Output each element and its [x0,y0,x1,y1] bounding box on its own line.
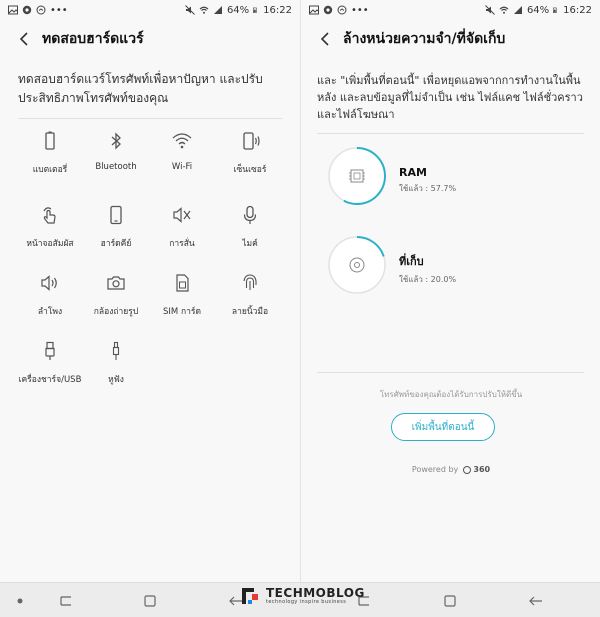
speaker-icon [39,272,61,294]
tile-label: ลายนิ้วมือ [231,307,269,317]
tile-label: ฮาร์ดคีย์ [100,239,132,249]
dot-icon [16,597,24,605]
vibration-icon [171,204,193,226]
powered-by-brand: 360 [473,465,491,474]
chevron-left-icon [319,32,331,46]
home-icon [143,594,157,608]
hard-key-icon [105,204,127,226]
left-recents-button[interactable] [56,591,76,611]
watermark-brand: TECHMOBLOG [266,586,365,600]
powered-by-label: Powered by [411,465,459,474]
tile-label: เครื่องชาร์จ/USB [18,375,82,385]
tile-label: Bluetooth [95,162,137,172]
tile-label: ลำโพง [37,307,63,317]
back-button[interactable] [311,25,339,53]
gallery-notification-icon [309,5,319,15]
tile-label: หน้าจอสัมผัส [26,239,74,249]
signal-icon [513,5,523,15]
bluetooth-icon [105,130,127,152]
techmoblog-watermark [238,584,365,608]
tile-bluetooth[interactable] [80,130,152,190]
page-description: ทดสอบฮาร์ดแวร์โทรศัพท์เพื่อหาปัญหา และปรับประสิทธิภาพโทรศัพท์ของคุณ [18,72,263,105]
wifi-status-icon [499,5,509,15]
page-title: ล้างหน่วยความจำ/ที่จัดเก็บ [343,31,506,47]
left-home-button[interactable] [140,591,160,611]
status-bar [301,0,600,20]
tile-label: แบตเตอรี่ [32,165,68,175]
ram-label: RAM [399,166,427,179]
messenger-notification-icon [337,5,347,15]
brand-logo-icon [463,466,471,474]
tile-label: ไมค์ [242,239,258,249]
tile-earphone[interactable] [80,340,152,400]
ram-info [399,166,456,195]
recents-icon [58,595,74,607]
tile-label: Wi-Fi [171,162,193,172]
memory-storage-cleaner-screen [300,0,600,582]
mute-icon [485,5,495,15]
chevron-left-icon [18,32,30,46]
free-up-space-button[interactable]: เพิ่มพื้นที่ตอนนี้ [391,413,495,441]
fingerprint-icon [239,272,261,294]
hardware-test-screen [0,0,300,582]
clock: 16:22 [563,4,592,16]
microphone-icon [239,204,261,226]
tile-label: เซ็นเซอร์ [233,165,267,175]
powered-by [301,465,600,474]
battery-status-icon [253,5,259,15]
gallery-notification-icon [8,5,18,15]
touchscreen-icon [39,204,61,226]
tile-vibration[interactable] [146,204,218,264]
app-notification-icon [22,5,32,15]
ram-used-text: ใช้แล้ว : 57.7% [399,184,457,193]
wifi-status-icon [199,5,209,15]
camera-icon [105,272,127,294]
tile-hard-key[interactable] [80,204,152,264]
more-notifications-icon: ••• [351,4,369,16]
tile-camera[interactable] [80,272,152,332]
sim-card-icon [171,272,193,294]
status-bar [0,0,300,20]
tile-speaker[interactable] [14,272,86,332]
ram-usage-ring [327,146,387,206]
optimization-notice: โทรศัพท์ของคุณต้องได้รับการปรับให้ดีขึ้น [379,390,523,399]
earphone-icon [105,340,127,362]
storage-label: ที่เก็บ [399,255,424,268]
mute-icon [185,5,195,15]
tile-label: SIM การ์ด [163,307,201,317]
tile-usb-charger[interactable] [14,340,86,400]
back-button[interactable] [10,25,38,53]
tile-label: การสั่น [169,239,195,249]
tile-battery[interactable] [14,130,86,190]
tile-label: หูฟัง [108,375,124,385]
wifi-icon [171,130,193,152]
right-back-nav-button[interactable] [526,591,546,611]
storage-used-text: ใช้แล้ว : 20.0% [399,275,457,284]
tile-touchscreen[interactable] [14,204,86,264]
messenger-notification-icon [36,5,46,15]
app-bar [301,20,600,58]
more-notifications-icon: ••• [50,4,68,16]
page-description: และ "เพิ่มพื้นที่ตอนนี้" เพื่อหยุดแอพจากการทำงานในพื้นหลัง และลบข้อมูลที่ไม่จำเป็น เช่น ไฟล์แคช ไฟล์ชั่วคราว และไฟล์โฆษณา [317,74,583,121]
tile-sensor[interactable] [214,130,286,190]
nav-dot-button[interactable] [10,591,30,611]
divider [18,118,282,119]
usb-charger-icon [39,340,61,362]
battery-icon [39,130,61,152]
signal-icon [213,5,223,15]
clock: 16:22 [263,4,292,16]
battery-status-icon [553,5,559,15]
techmoblog-logo-icon [238,584,262,608]
app-bar [0,20,300,58]
battery-percent: 64% [226,4,250,16]
tile-fingerprint[interactable] [214,272,286,332]
app-notification-icon [323,5,333,15]
tile-sim-card[interactable] [146,272,218,332]
watermark-tagline: technology inspire business [266,599,347,605]
battery-percent: 64% [526,4,550,16]
right-home-button[interactable] [440,591,460,611]
storage-usage-ring [327,235,387,295]
tile-wifi[interactable] [146,130,218,190]
divider [317,372,584,373]
sensor-icon [239,130,261,152]
divider [317,133,584,134]
home-icon [443,594,457,608]
tile-label: กล้องถ่ายรูป [93,307,139,317]
back-arrow-icon [528,595,544,607]
page-title: ทดสอบฮาร์ดแวร์ [42,31,144,47]
storage-info [399,252,456,286]
tile-microphone[interactable] [214,204,286,264]
